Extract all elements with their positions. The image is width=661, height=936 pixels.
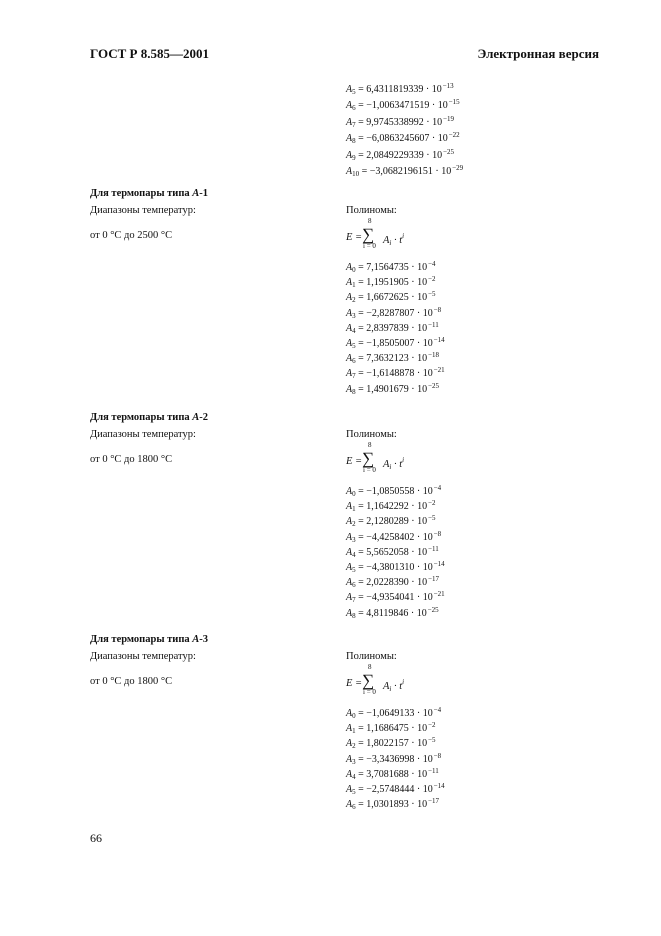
thermocouple-type: А bbox=[192, 634, 200, 645]
power-of-ten: · 10 bbox=[408, 769, 428, 780]
power-of-ten: · 10 bbox=[408, 738, 428, 749]
thermocouple-type: A bbox=[192, 188, 200, 199]
polynomial-formula bbox=[346, 217, 436, 256]
version-label: Электронная версия bbox=[477, 46, 599, 61]
temperature-range: от 0 °С до 1800 °С bbox=[90, 454, 173, 465]
power-of-ten: · 10 bbox=[408, 262, 428, 273]
coefficient-index: 6 bbox=[352, 357, 356, 365]
power-of-ten: · 10 bbox=[423, 117, 443, 128]
summation-sign: ∑ bbox=[362, 225, 375, 244]
exponent: −25 bbox=[428, 382, 440, 390]
equals-sign: = bbox=[355, 117, 367, 128]
exponent: −2 bbox=[428, 721, 436, 729]
coefficient-mantissa: −4,4258402 bbox=[366, 532, 415, 543]
coefficient-index: i bbox=[389, 463, 392, 471]
coefficient-index: 5 bbox=[352, 788, 356, 796]
summation-sign: ∑ bbox=[362, 449, 375, 468]
power-of-ten: · 10 bbox=[414, 368, 433, 379]
exponent: −18 bbox=[428, 351, 440, 359]
exponent: −5 bbox=[428, 736, 436, 744]
equals-sign: = bbox=[355, 723, 367, 734]
coefficient-symbol: A bbox=[346, 708, 353, 719]
power-of-ten: · 10 bbox=[408, 277, 428, 288]
exponent: −2 bbox=[428, 275, 436, 283]
coefficient-mantissa: 1,4901679 bbox=[366, 384, 409, 395]
equals-sign: = bbox=[355, 277, 367, 288]
coefficient-mantissa: 2,1280289 bbox=[366, 516, 409, 527]
exponent: −8 bbox=[433, 530, 442, 538]
exponent: −21 bbox=[433, 366, 445, 374]
coefficient-index: 5 bbox=[352, 88, 356, 96]
coefficient-index: 3 bbox=[352, 536, 356, 544]
power-index: i bbox=[402, 456, 405, 464]
equals-sign: = bbox=[355, 708, 367, 719]
emf-letter: E bbox=[346, 232, 353, 243]
coefficient-symbol: A bbox=[346, 754, 353, 765]
coefficient-index: 6 bbox=[352, 104, 356, 112]
equals-sign: = bbox=[355, 547, 367, 558]
coefficient-index: 0 bbox=[352, 266, 356, 274]
coefficient-line bbox=[346, 96, 460, 114]
exponent: −4 bbox=[433, 484, 442, 492]
coefficient-symbol: A bbox=[383, 235, 390, 246]
coefficient-mantissa: 3,7081688 bbox=[366, 769, 409, 780]
summation-term bbox=[383, 232, 404, 247]
emf-symbol bbox=[346, 232, 362, 243]
exponent: −25 bbox=[443, 148, 455, 156]
coefficient-symbol: A bbox=[346, 308, 353, 319]
power-of-ten: · 10 bbox=[414, 562, 433, 573]
temperature-symbol: t bbox=[399, 235, 403, 246]
coefficient-index: 3 bbox=[352, 758, 356, 766]
coefficient-mantissa: 4,8119846 bbox=[366, 608, 409, 619]
coefficient-index: 4 bbox=[352, 773, 356, 781]
coefficient-symbol: A bbox=[346, 738, 353, 749]
coefficient-mantissa: −1,8505007 bbox=[366, 338, 415, 349]
coefficient-symbol: A bbox=[346, 368, 353, 379]
power-of-ten: · 10 bbox=[408, 292, 428, 303]
coefficient-index: 2 bbox=[352, 520, 356, 528]
coefficient-index: 0 bbox=[352, 490, 356, 498]
coefficient-index: 1 bbox=[352, 281, 356, 289]
equals-sign: = bbox=[355, 133, 367, 144]
exponent: −17 bbox=[428, 575, 440, 583]
equals-sign: = bbox=[355, 292, 367, 303]
coefficient-index: 8 bbox=[352, 137, 356, 145]
equals-sign: = bbox=[355, 384, 367, 395]
summation-upper-limit: 8 bbox=[368, 663, 372, 671]
coefficient-mantissa: −2,5748444 bbox=[366, 784, 415, 795]
polynomials-label: Полиномы: bbox=[346, 429, 397, 440]
coefficient-index: 9 bbox=[352, 154, 356, 162]
coefficient-mantissa: 2,0849229339 bbox=[366, 150, 424, 161]
equals-sign: = bbox=[355, 84, 367, 95]
coefficient-symbol: A bbox=[383, 681, 390, 692]
exponent: −2 bbox=[428, 499, 436, 507]
section-title-suffix: -2 bbox=[199, 412, 209, 423]
coefficient-mantissa: 9,9745338992 bbox=[366, 117, 424, 128]
section-title-suffix: -3 bbox=[199, 634, 209, 645]
power-of-ten: · 10 bbox=[414, 308, 433, 319]
multiply-dot: · bbox=[391, 235, 400, 246]
polynomial-formula bbox=[346, 663, 436, 702]
summation-lower-limit: i = 0 bbox=[363, 242, 376, 250]
power-of-ten: · 10 bbox=[414, 592, 433, 603]
coefficient-symbol: A bbox=[346, 150, 353, 161]
coefficient-symbol: A bbox=[346, 133, 353, 144]
equals-sign: = bbox=[355, 368, 367, 379]
temperature-symbol: t bbox=[399, 459, 403, 470]
coefficient-symbol: A bbox=[346, 353, 353, 364]
power-of-ten: · 10 bbox=[423, 150, 443, 161]
coefficient-index: 2 bbox=[352, 742, 356, 750]
exponent: −11 bbox=[428, 545, 439, 553]
coefficient-symbol: A bbox=[346, 723, 353, 734]
coefficient-line bbox=[346, 604, 439, 622]
exponent: −19 bbox=[443, 115, 455, 123]
coefficient-symbol: A bbox=[346, 608, 353, 619]
document-code: ГОСТ Р 8.585—2001 bbox=[90, 46, 209, 61]
coefficient-index: 10 bbox=[352, 170, 360, 178]
equals-sign: = bbox=[355, 353, 367, 364]
equals-sign: = bbox=[355, 577, 367, 588]
coefficient-symbol: A bbox=[346, 486, 353, 497]
coefficient-mantissa: 1,0301893 bbox=[366, 799, 409, 810]
temperature-range: от 0 °С до 2500 °С bbox=[90, 230, 173, 241]
temperature-symbol: t bbox=[399, 681, 403, 692]
coefficient-symbol: A bbox=[346, 577, 353, 588]
power-of-ten: · 10 bbox=[408, 353, 428, 364]
section-title-prefix: Для термопары типа bbox=[90, 634, 193, 645]
coefficient-mantissa: −1,0850558 bbox=[366, 486, 415, 497]
section-title-prefix: Для термопары типа bbox=[90, 188, 193, 199]
polynomials-label: Полиномы: bbox=[346, 205, 397, 216]
coefficient-mantissa: 1,1642292 bbox=[366, 501, 409, 512]
coefficient-symbol: A bbox=[346, 532, 353, 543]
coefficient-mantissa: −6,0863245607 bbox=[366, 133, 430, 144]
summation-term bbox=[383, 456, 404, 471]
coefficient-index: 1 bbox=[352, 505, 356, 513]
equals-sign: = bbox=[352, 678, 363, 689]
power-index: i bbox=[402, 678, 405, 686]
coefficient-symbol: A bbox=[346, 166, 353, 177]
power-index: i bbox=[402, 232, 405, 240]
power-of-ten: · 10 bbox=[408, 723, 428, 734]
coefficient-mantissa: 6,4311819339 bbox=[366, 84, 424, 95]
equals-sign: = bbox=[355, 532, 367, 543]
power-of-ten: · 10 bbox=[408, 501, 428, 512]
coefficient-mantissa: 1,8022157 bbox=[366, 738, 409, 749]
coefficient-mantissa: 7,3632123 bbox=[366, 353, 409, 364]
exponent: −21 bbox=[433, 590, 445, 598]
coefficient-index: 5 bbox=[352, 566, 356, 574]
coefficient-mantissa: −2,8287807 bbox=[366, 308, 415, 319]
coefficient-symbol: A bbox=[346, 501, 353, 512]
exponent: −29 bbox=[452, 164, 464, 172]
power-of-ten: · 10 bbox=[429, 133, 448, 144]
equals-sign: = bbox=[355, 769, 367, 780]
power-of-ten: · 10 bbox=[408, 384, 428, 395]
coefficient-mantissa: −4,9354041 bbox=[366, 592, 415, 603]
coefficient-index: 6 bbox=[352, 803, 356, 811]
coefficient-symbol: A bbox=[346, 323, 353, 334]
power-of-ten: · 10 bbox=[423, 84, 442, 95]
coefficient-index: 7 bbox=[352, 372, 356, 380]
coefficient-symbol: A bbox=[383, 459, 390, 470]
coefficient-mantissa: 1,6672625 bbox=[366, 292, 409, 303]
power-of-ten: · 10 bbox=[414, 754, 433, 765]
power-of-ten: · 10 bbox=[414, 338, 433, 349]
coefficient-symbol: A bbox=[346, 338, 353, 349]
section-title bbox=[90, 412, 208, 423]
multiply-dot: · bbox=[391, 459, 400, 470]
equals-sign: = bbox=[355, 150, 367, 161]
polynomials-label: Полиномы: bbox=[346, 651, 397, 662]
exponent: −17 bbox=[428, 797, 440, 805]
coefficient-index: 4 bbox=[352, 551, 356, 559]
coefficient-index: i bbox=[389, 239, 392, 247]
equals-sign: = bbox=[352, 456, 363, 467]
ranges-label: Диапазоны температур: bbox=[90, 429, 196, 440]
section-title bbox=[90, 634, 208, 645]
coefficient-index: 7 bbox=[352, 121, 356, 129]
coefficient-mantissa: 5,5652058 bbox=[366, 547, 409, 558]
equals-sign: = bbox=[355, 738, 367, 749]
equals-sign: = bbox=[355, 754, 367, 765]
section-title bbox=[90, 188, 208, 199]
coefficient-symbol: A bbox=[346, 592, 353, 603]
coefficient-mantissa: 1,1686475 bbox=[366, 723, 409, 734]
exponent: −22 bbox=[448, 131, 460, 139]
power-of-ten: · 10 bbox=[408, 608, 427, 619]
equals-sign: = bbox=[355, 486, 367, 497]
coefficient-mantissa: 2,8397839 bbox=[366, 323, 409, 334]
coefficient-symbol: A bbox=[346, 384, 353, 395]
coefficient-symbol: A bbox=[346, 100, 353, 111]
summation-sign: ∑ bbox=[362, 671, 375, 690]
exponent: −14 bbox=[433, 336, 445, 344]
coefficient-symbol: A bbox=[346, 117, 353, 128]
power-of-ten: · 10 bbox=[414, 486, 433, 497]
emf-symbol bbox=[346, 678, 362, 689]
exponent: −8 bbox=[433, 752, 442, 760]
coefficient-line bbox=[346, 795, 439, 813]
equals-sign: = bbox=[355, 262, 367, 273]
coefficient-index: 6 bbox=[352, 581, 356, 589]
emf-symbol bbox=[346, 456, 362, 467]
equals-sign: = bbox=[355, 501, 367, 512]
coefficient-mantissa: −1,0063471519 bbox=[366, 100, 430, 111]
summation-term bbox=[383, 678, 404, 693]
exponent: −25 bbox=[427, 606, 439, 614]
equals-sign: = bbox=[355, 323, 367, 334]
power-of-ten: · 10 bbox=[414, 532, 433, 543]
coefficient-symbol: A bbox=[346, 784, 353, 795]
equals-sign: = bbox=[355, 608, 367, 619]
exponent: −13 bbox=[442, 82, 454, 90]
exponent: −15 bbox=[448, 98, 460, 106]
multiply-dot: · bbox=[391, 681, 400, 692]
coefficient-symbol: A bbox=[346, 262, 353, 273]
power-of-ten: · 10 bbox=[408, 577, 428, 588]
coefficient-mantissa: −3,3436998 bbox=[366, 754, 415, 765]
coefficient-index: 2 bbox=[352, 296, 356, 304]
power-of-ten: · 10 bbox=[414, 784, 433, 795]
exponent: −14 bbox=[433, 782, 445, 790]
coefficient-mantissa: −4,3801310 bbox=[366, 562, 415, 573]
exponent: −4 bbox=[433, 706, 442, 714]
equals-sign: = bbox=[355, 799, 367, 810]
equals-sign: = bbox=[355, 784, 367, 795]
equals-sign: = bbox=[355, 100, 367, 111]
power-of-ten: · 10 bbox=[432, 166, 452, 177]
coefficient-symbol: A bbox=[346, 547, 353, 558]
coefficient-symbol: A bbox=[346, 562, 353, 573]
summation-upper-limit: 8 bbox=[368, 441, 372, 449]
emf-letter: E bbox=[346, 678, 353, 689]
emf-letter: E bbox=[346, 456, 353, 467]
coefficient-index: 0 bbox=[352, 712, 356, 720]
section-title-prefix: Для термопары типа bbox=[90, 412, 193, 423]
page-number: 66 bbox=[90, 831, 102, 845]
coefficient-mantissa: 7,1564735 bbox=[366, 262, 409, 273]
power-of-ten: · 10 bbox=[408, 547, 428, 558]
power-of-ten: · 10 bbox=[408, 799, 428, 810]
coefficient-mantissa: −1,0649133 bbox=[366, 708, 415, 719]
coefficient-index: 1 bbox=[352, 727, 356, 735]
exponent: −11 bbox=[428, 321, 439, 329]
coefficient-line bbox=[346, 380, 439, 398]
coefficient-mantissa: 1,1951905 bbox=[366, 277, 409, 288]
power-of-ten: · 10 bbox=[408, 516, 428, 527]
equals-sign: = bbox=[355, 516, 367, 527]
coefficient-index: 7 bbox=[352, 596, 356, 604]
equals-sign: = bbox=[355, 562, 367, 573]
summation-lower-limit: i = 0 bbox=[363, 688, 376, 696]
coefficient-index: 4 bbox=[352, 327, 356, 335]
ranges-label: Диапазоны температур: bbox=[90, 651, 196, 662]
power-of-ten: · 10 bbox=[408, 323, 428, 334]
summation-upper-limit: 8 bbox=[368, 217, 372, 225]
power-of-ten: · 10 bbox=[429, 100, 448, 111]
equals-sign: = bbox=[352, 232, 363, 243]
coefficient-mantissa: −1,6148878 bbox=[366, 368, 415, 379]
coefficient-index: i bbox=[389, 685, 392, 693]
power-of-ten: · 10 bbox=[414, 708, 433, 719]
coefficient-symbol: A bbox=[346, 769, 353, 780]
coefficient-symbol: A bbox=[346, 516, 353, 527]
coefficient-index: 8 bbox=[352, 612, 356, 620]
exponent: −5 bbox=[428, 514, 436, 522]
coefficient-index: 5 bbox=[352, 342, 356, 350]
section-title-suffix: -1 bbox=[199, 188, 209, 199]
exponent: −11 bbox=[428, 767, 439, 775]
coefficient-mantissa: −3,0682196151 bbox=[369, 166, 433, 177]
coefficient-index: 8 bbox=[352, 388, 356, 396]
equals-sign: = bbox=[355, 592, 367, 603]
polynomial-formula bbox=[346, 441, 436, 480]
coefficient-line bbox=[346, 162, 463, 180]
coefficient-index: 3 bbox=[352, 312, 356, 320]
exponent: −4 bbox=[428, 260, 436, 268]
coefficient-symbol: A bbox=[346, 292, 353, 303]
equals-sign: = bbox=[355, 338, 367, 349]
coefficient-symbol: A bbox=[346, 277, 353, 288]
coefficient-line bbox=[346, 129, 460, 147]
exponent: −14 bbox=[433, 560, 445, 568]
exponent: −8 bbox=[433, 306, 442, 314]
summation-lower-limit: i = 0 bbox=[363, 466, 376, 474]
equals-sign: = bbox=[355, 308, 367, 319]
thermocouple-type: А bbox=[192, 412, 200, 423]
exponent: −5 bbox=[428, 290, 436, 298]
coefficient-symbol: A bbox=[346, 84, 353, 95]
temperature-range: от 0 °С до 1800 °С bbox=[90, 676, 173, 687]
coefficient-mantissa: 2,0228390 bbox=[366, 577, 409, 588]
equals-sign: = bbox=[359, 166, 370, 177]
coefficient-symbol: A bbox=[346, 799, 353, 810]
ranges-label: Диапазоны температур: bbox=[90, 205, 196, 216]
